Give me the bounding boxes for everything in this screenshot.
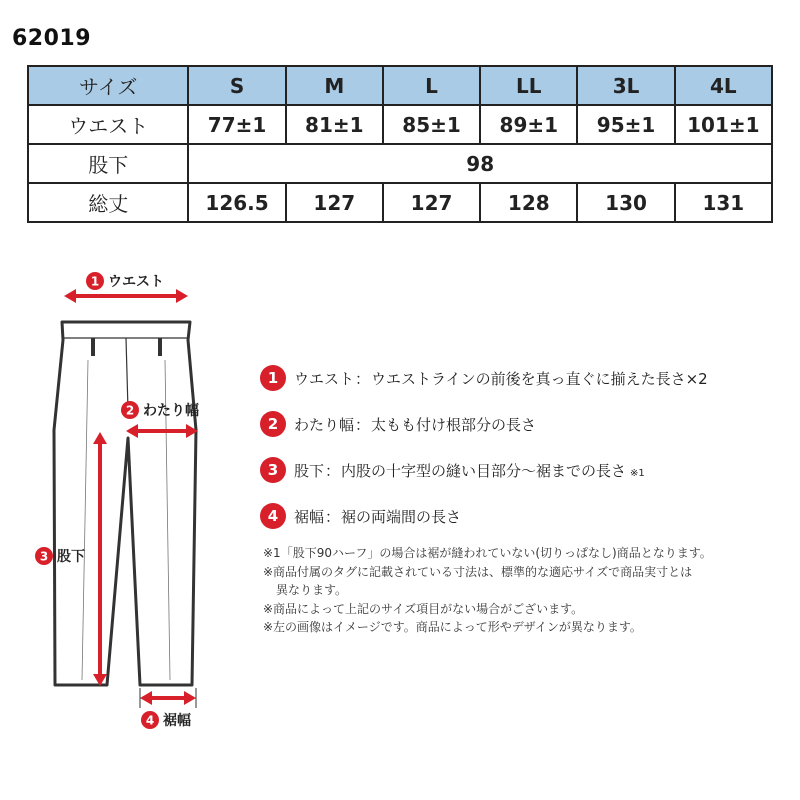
legend-desc: 内股の十字型の縫い目部分～裾までの長さ [341,461,627,480]
waist-cell: 95±1 [577,105,674,144]
total-length-cell: 127 [286,183,383,222]
note-line: ※左の画像はイメージです。商品によって形やデザインが異なります。 [263,620,642,634]
legend-desc: 太もも付け根部分の長さ [371,415,537,434]
legend-desc: ウエストラインの前後を真っ直ぐに揃えた長さ×2 [371,369,708,388]
table-row-total-length [28,183,772,222]
note-line: ※商品によって上記のサイズ項目がない場合がございます。 [263,601,584,616]
diagram-label-thigh: わたり幅 [143,403,199,419]
diagram-label-hem: 裾幅 [163,713,191,729]
legend-badge-4: 4 [260,503,286,529]
legend-term: わたり幅 [294,415,355,434]
pants-diagram [0,260,250,750]
legend-item-thigh: 2 わたり幅：太もも付け根部分の長さ [260,411,790,437]
total-length-cell: 128 [480,183,577,222]
legend-item-inseam: 3 股下：内股の十字型の縫い目部分～裾までの長さ ※1 [260,457,790,483]
size-table [27,65,773,223]
legend-note-mark: ※1 [630,467,645,479]
legend-badge-3: 3 [260,457,286,483]
waist-cell: 81±1 [286,105,383,144]
diagram-num-3: 3 [39,549,49,564]
legend-item-waist: 1 ウエスト：ウエストラインの前後を真っ直ぐに揃えた長さ×2 [260,365,790,391]
legend-term: 裾幅 [294,507,325,526]
legend-badge-1: 1 [260,365,286,391]
legend-term: ウエスト [294,369,355,388]
inseam-cell: 98 [188,144,772,183]
header-cell-4l: 4L [675,66,772,105]
header-cell-s: S [188,66,285,105]
total-length-cell: 130 [577,183,674,222]
waist-cell: 77±1 [188,105,285,144]
product-code: 62019 [12,26,92,51]
table-row-inseam [28,144,772,183]
legend-badge-2: 2 [260,411,286,437]
table-row-waist [28,105,772,144]
header-cell-l: L [383,66,480,105]
legend-term: 股下 [294,461,325,480]
header-cell-m: M [286,66,383,105]
diagram-label-waist: ウエスト [108,274,164,290]
diagram-num-4: 4 [145,713,155,728]
waist-cell: 85±1 [383,105,480,144]
note-line: 異なります。 [276,583,348,597]
row-label-inseam: 股下 [28,144,188,183]
waist-cell: 89±1 [480,105,577,144]
diagram-label-inseam: 股下 [57,549,85,565]
legend-item-hem: 4 裾幅：裾の両端間の長さ [260,503,790,529]
table-header-row [28,66,772,105]
header-cell-3l: 3L [577,66,674,105]
note-line: ※商品付属のタグに記載されている寸法は、標準的な適応サイズで商品実寸とは [263,564,693,579]
waist-cell: 101±1 [675,105,772,144]
note-line: ※1「股下90ハーフ」の場合は裾が縫われていない(切りっぱなし)商品となります。 [263,546,712,560]
total-length-cell: 127 [383,183,480,222]
measurement-legend [260,365,790,549]
diagram-num-2: 2 [125,403,135,418]
row-label-total-length: 総丈 [28,183,188,222]
notes-block [263,544,783,637]
total-length-cell: 131 [675,183,772,222]
pants-outline-icon [54,322,196,685]
waist-arrow-icon [64,289,188,303]
row-label-waist: ウエスト [28,105,188,144]
legend-desc: 裾の両端間の長さ [341,507,462,526]
header-cell-ll: LL [480,66,577,105]
hem-arrow-icon [140,691,196,705]
total-length-cell: 126.5 [188,183,285,222]
diagram-num-1: 1 [90,274,100,289]
header-cell-size: サイズ [28,66,188,105]
